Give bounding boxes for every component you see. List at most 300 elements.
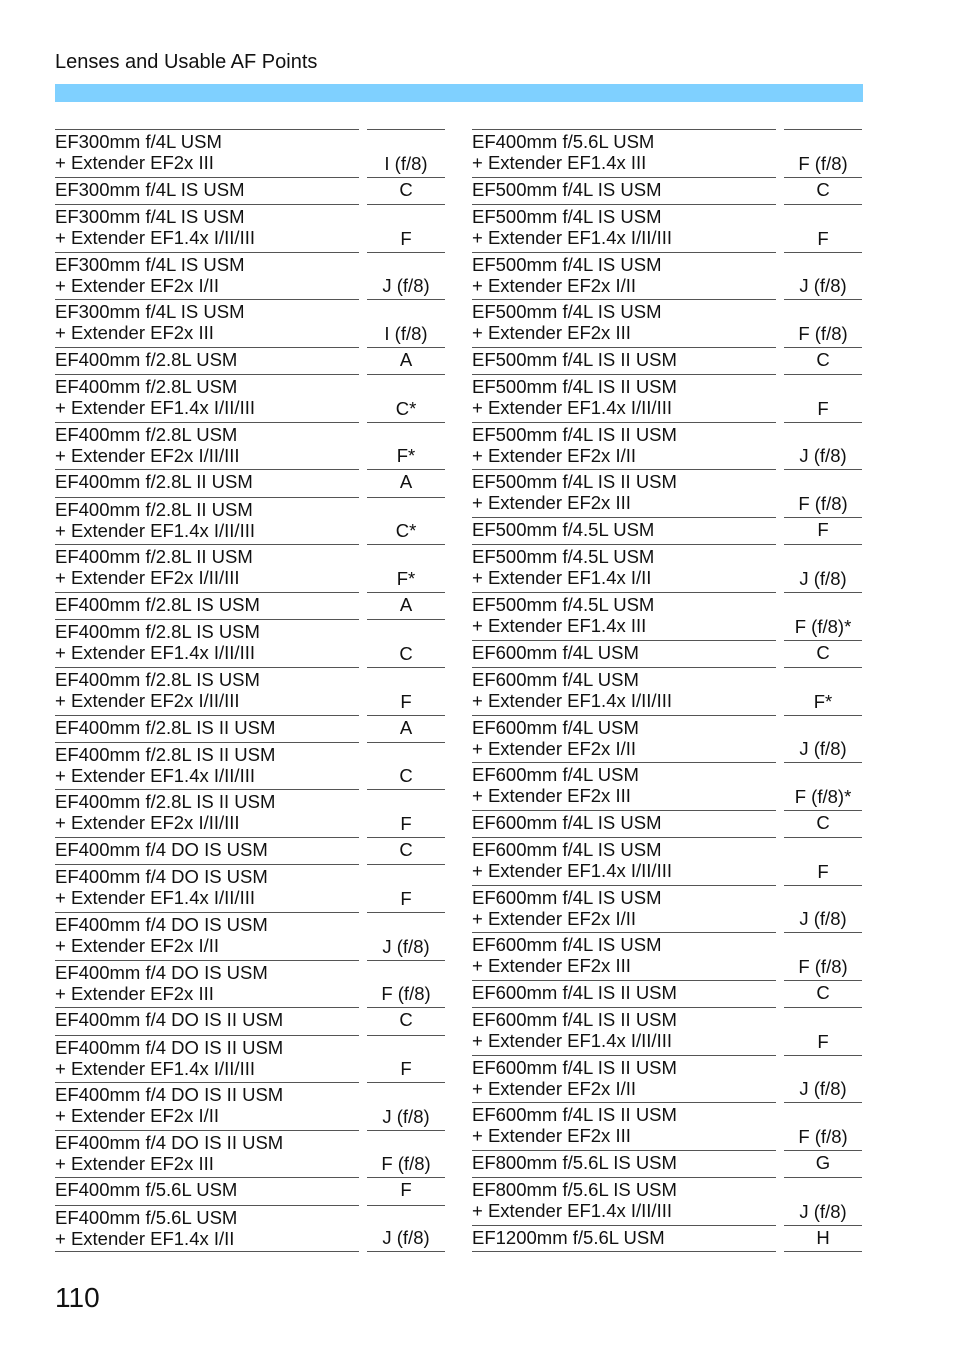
af-points-value [784, 640, 862, 667]
lens-name [55, 864, 359, 912]
lens-name [472, 715, 776, 763]
lens-name [472, 1225, 776, 1252]
lens-name [472, 592, 776, 640]
lens-name [55, 837, 359, 864]
table-row [472, 252, 862, 300]
lens-model: EF400mm f/4 DO IS USM [55, 914, 268, 936]
lens-model: EF400mm f/2.8L II USM [55, 471, 253, 493]
page-number: 110 [55, 1282, 100, 1313]
af-points-label: C [399, 765, 413, 787]
lens-model: EF500mm f/4L IS USM [472, 253, 662, 275]
lens-model: EF500mm f/4.5L USM [472, 518, 655, 540]
af-points-label: F (f/8) [798, 955, 848, 977]
lens-model: EF300mm f/4L IS USM [55, 205, 245, 227]
lens-name [472, 517, 776, 544]
af-points-label: J (f/8) [382, 275, 430, 297]
lens-extender: + Extender EF2x I/II/III [55, 812, 240, 834]
lens-extender: + Extender EF1.4x III [472, 152, 647, 173]
lens-extender: + Extender EF2x III [55, 982, 214, 1004]
lens-model: EF400mm f/5.6L USM [472, 131, 655, 152]
lens-model: EF300mm f/4L IS USM [55, 253, 245, 275]
lens-name [472, 469, 776, 517]
lens-table-right [472, 129, 862, 1252]
lens-extender: + Extender EF2x I/II/III [55, 689, 240, 711]
lens-name [55, 347, 359, 374]
lens-extender: + Extender EF1.4x I/II/III [472, 226, 672, 248]
lens-extender: + Extender EF2x I/II/III [55, 444, 240, 466]
lens-model: EF500mm f/4L IS II USM [472, 376, 677, 398]
af-points-value [784, 374, 862, 422]
af-points-value [784, 517, 862, 544]
lens-model: EF600mm f/4L IS II USM [472, 1104, 677, 1126]
lens-model: EF400mm f/4 DO IS USM [55, 839, 268, 861]
af-points-value [367, 374, 445, 422]
lens-extender: + Extender EF2x III [55, 152, 214, 173]
lens-name [55, 469, 359, 496]
af-points-value [367, 864, 445, 912]
af-points-value [784, 299, 862, 347]
af-points-label: F [400, 1058, 412, 1080]
af-points-label: F [400, 690, 412, 712]
table-row [55, 715, 445, 742]
lens-extender: + Extender EF1.4x I/II/III [55, 519, 255, 541]
lens-extender: + Extender EF1.4x I/II/III [55, 887, 255, 909]
table-row [472, 177, 862, 204]
lens-name [55, 1082, 359, 1130]
lens-model: EF600mm f/4L USM [472, 764, 639, 786]
af-points-label: F [817, 227, 829, 249]
af-points-value [784, 1055, 862, 1103]
af-points-label: F [400, 227, 412, 249]
table-row [55, 1205, 445, 1253]
lens-name [472, 640, 776, 667]
af-points-value [367, 252, 445, 300]
af-points-value [784, 204, 862, 252]
af-points-value [367, 1177, 445, 1204]
lens-model: EF400mm f/2.8L USM [55, 423, 238, 445]
af-points-value [784, 1225, 862, 1252]
af-points-label: J (f/8) [799, 908, 847, 930]
af-points-label: J (f/8) [799, 567, 847, 589]
lens-name [472, 347, 776, 374]
af-points-value [367, 299, 445, 347]
lens-name [472, 374, 776, 422]
table-row [55, 667, 445, 715]
table-row [55, 960, 445, 1008]
lens-model: EF400mm f/4 DO IS USM [55, 866, 268, 888]
af-points-value [784, 177, 862, 204]
table-row [55, 204, 445, 252]
lens-extender: + Extender EF2x III [55, 322, 214, 344]
lens-extender: + Extender EF2x I/II [472, 274, 637, 296]
lens-name [55, 619, 359, 667]
lens-model: EF400mm f/4 DO IS II USM [55, 1036, 284, 1058]
lens-model: EF800mm f/5.6L IS USM [472, 1179, 677, 1201]
lens-name [55, 177, 359, 204]
table-row [472, 762, 862, 810]
lens-name [472, 252, 776, 300]
lens-model: EF500mm f/4L IS II USM [472, 423, 677, 445]
af-points-value [784, 592, 862, 640]
af-points-value [367, 1007, 445, 1034]
lens-model: EF600mm f/4L IS II USM [472, 981, 677, 1003]
af-points-label: I (f/8) [384, 322, 428, 344]
lens-name [55, 1205, 359, 1253]
lens-model: EF400mm f/2.8L IS USM [55, 621, 260, 643]
lens-model: EF400mm f/2.8L IS USM [55, 668, 260, 690]
af-points-value [367, 1130, 445, 1178]
lens-model: EF800mm f/5.6L IS USM [472, 1152, 677, 1174]
table-row [472, 422, 862, 470]
lens-model: EF600mm f/4L IS II USM [472, 1056, 677, 1078]
lens-model: EF600mm f/4L USM [472, 641, 639, 663]
af-points-label: F (f/8) [798, 492, 848, 514]
lens-model: EF400mm f/5.6L USM [55, 1179, 238, 1201]
lens-extender: + Extender EF2x III [472, 785, 631, 807]
lens-name [55, 422, 359, 470]
lens-model: EF500mm f/4L IS USM [472, 178, 662, 200]
table-row [472, 885, 862, 933]
lens-extender: + Extender EF2x I/II [55, 274, 220, 296]
table-row [472, 667, 862, 715]
af-points-label: F* [396, 567, 416, 589]
af-points-value [367, 960, 445, 1008]
lens-name [55, 667, 359, 715]
table-row [55, 912, 445, 960]
lens-model: EF400mm f/2.8L II USM [55, 546, 253, 568]
lens-name [472, 1102, 776, 1150]
lens-model: EF500mm f/4.5L USM [472, 546, 655, 568]
lens-name [55, 299, 359, 347]
af-points-label: F (f/8)* [794, 785, 852, 807]
af-points-value [784, 347, 862, 374]
af-points-label: J (f/8) [799, 275, 847, 297]
table-row [472, 517, 862, 544]
lens-model: EF400mm f/4 DO IS II USM [55, 1084, 284, 1106]
af-points-label: C* [395, 397, 417, 419]
lens-model: EF400mm f/2.8L II USM [55, 498, 253, 520]
af-points-value [784, 810, 862, 837]
table-row [472, 204, 862, 252]
af-points-value [367, 1082, 445, 1130]
lens-name [472, 980, 776, 1007]
lens-extender: + Extender EF2x III [472, 492, 631, 514]
af-points-value [367, 1035, 445, 1083]
table-row [55, 592, 445, 619]
af-points-value [784, 1102, 862, 1150]
af-points-value [784, 932, 862, 980]
af-points-value [367, 1205, 445, 1253]
af-points-label: C [399, 839, 413, 861]
lens-model: EF500mm f/4L IS II USM [472, 348, 677, 370]
table-row [472, 1055, 862, 1103]
table-row [472, 1150, 862, 1177]
af-points-label: F [400, 813, 412, 835]
af-points-value [367, 912, 445, 960]
table-row [472, 640, 862, 667]
af-points-label: F [400, 1179, 412, 1201]
lens-name [472, 204, 776, 252]
af-points-value [367, 619, 445, 667]
lens-model: EF600mm f/4L IS USM [472, 811, 662, 833]
lens-name [55, 129, 359, 177]
lens-model: EF400mm f/2.8L IS II USM [55, 791, 276, 813]
af-points-value [367, 715, 445, 742]
af-points-value [367, 177, 445, 204]
af-points-value [367, 204, 445, 252]
lens-name [472, 667, 776, 715]
af-points-value [784, 980, 862, 1007]
lens-name [55, 1007, 359, 1034]
af-points-value [784, 129, 862, 177]
af-points-label: C [816, 981, 830, 1003]
lens-model: EF400mm f/5.6L USM [55, 1206, 238, 1228]
lens-model: EF400mm f/4 DO IS II USM [55, 1131, 284, 1153]
af-points-label: F* [396, 445, 416, 467]
lens-name [472, 544, 776, 592]
table-row [55, 252, 445, 300]
lens-name [55, 544, 359, 592]
lens-model: EF400mm f/2.8L IS USM [55, 593, 260, 615]
lens-name [472, 885, 776, 933]
af-points-label: C* [395, 520, 417, 542]
af-points-value [367, 347, 445, 374]
lens-extender: + Extender EF1.4x I/II/III [472, 860, 672, 882]
af-points-label: C [816, 348, 830, 370]
lens-extender: + Extender EF2x I/II [472, 907, 637, 929]
lens-name [472, 422, 776, 470]
af-points-value [784, 837, 862, 885]
af-points-value [784, 715, 862, 763]
af-points-label: A [399, 471, 413, 493]
af-points-label: J (f/8) [382, 1227, 430, 1249]
lens-extender: + Extender EF2x I/II/III [55, 567, 240, 589]
section-title: Lenses and Usable AF Points [55, 51, 318, 73]
lens-name [472, 129, 776, 177]
table-row [55, 1035, 445, 1083]
af-points-label: J (f/8) [799, 445, 847, 467]
table-row [472, 299, 862, 347]
lens-name [55, 742, 359, 790]
af-points-value [784, 1177, 862, 1225]
lens-extender: + Extender EF1.4x III [472, 614, 647, 636]
af-points-label: I (f/8) [384, 152, 428, 174]
table-row [55, 864, 445, 912]
af-points-label: J (f/8) [382, 935, 430, 957]
lens-extender: + Extender EF1.4x I/II [472, 567, 652, 589]
af-points-value [784, 1150, 862, 1177]
af-points-value [367, 497, 445, 545]
table-row [472, 715, 862, 763]
table-row [55, 422, 445, 470]
lens-name [472, 1150, 776, 1177]
lens-extender: + Extender EF1.4x I/II/III [472, 1030, 672, 1052]
lens-model: EF600mm f/4L IS USM [472, 934, 662, 956]
table-row [472, 980, 862, 1007]
af-points-value [367, 592, 445, 619]
table-row [55, 497, 445, 545]
lens-extender: + Extender EF2x I/II [472, 444, 637, 466]
af-points-label: C [816, 178, 830, 200]
table-row [55, 1082, 445, 1130]
lens-name [472, 810, 776, 837]
table-row [55, 469, 445, 496]
af-points-value [367, 422, 445, 470]
lens-extender: + Extender EF1.4x I/II/III [55, 226, 255, 248]
af-points-label: F (f/8)* [794, 615, 852, 637]
lens-model: EF500mm f/4L IS USM [472, 301, 662, 323]
table-row [55, 129, 445, 177]
lens-model: EF600mm f/4L USM [472, 668, 639, 690]
af-points-label: A [399, 716, 413, 738]
lens-extender: + Extender EF1.4x I/II/III [55, 764, 255, 786]
table-row [472, 1177, 862, 1225]
lens-extender: + Extender EF1.4x I/II/III [55, 1057, 255, 1079]
lens-name [55, 1177, 359, 1204]
af-points-label: J (f/8) [799, 738, 847, 760]
lens-extender: + Extender EF2x I/II [55, 935, 220, 957]
lens-extender: + Extender EF2x III [472, 322, 631, 344]
lens-extender: + Extender EF1.4x I/II/III [472, 397, 672, 419]
lens-model: EF500mm f/4.5L USM [472, 593, 655, 615]
lens-model: EF400mm f/4 DO IS II USM [55, 1009, 284, 1031]
lens-extender: + Extender EF2x III [472, 1125, 631, 1147]
af-points-value [784, 422, 862, 470]
af-points-label: F [817, 1030, 829, 1052]
title-bar [55, 84, 863, 102]
table-row [472, 374, 862, 422]
af-points-label: F [400, 888, 412, 910]
lens-extender: + Extender EF1.4x I/II [55, 1227, 235, 1249]
af-points-label: F (f/8) [798, 1126, 848, 1148]
af-points-label: J (f/8) [799, 1078, 847, 1100]
lens-name [55, 1035, 359, 1083]
af-points-label: C [399, 1009, 413, 1031]
lens-extender: + Extender EF1.4x I/II/III [472, 1200, 672, 1222]
lens-model: EF400mm f/4 DO IS USM [55, 961, 268, 983]
lens-name [55, 715, 359, 742]
af-points-value [784, 885, 862, 933]
af-points-label: A [399, 348, 413, 370]
lens-name [472, 299, 776, 347]
lens-extender: + Extender EF2x III [55, 1152, 214, 1174]
af-points-label: F [817, 518, 829, 540]
table-row [472, 1225, 862, 1252]
af-points-label: C [399, 642, 413, 664]
lens-name [55, 912, 359, 960]
lens-name [55, 960, 359, 1008]
table-row [55, 789, 445, 837]
af-points-value [367, 742, 445, 790]
af-points-label: G [815, 1152, 831, 1174]
table-row [472, 932, 862, 980]
table-row [472, 544, 862, 592]
table-row [55, 544, 445, 592]
af-points-label: F [817, 397, 829, 419]
af-points-value [367, 129, 445, 177]
af-points-label: C [399, 178, 413, 200]
table-row [472, 129, 862, 177]
af-points-label: C [816, 641, 830, 663]
lens-table-left [55, 129, 445, 1252]
table-row [472, 592, 862, 640]
lens-extender: + Extender EF1.4x I/II/III [55, 642, 255, 664]
lens-extender: + Extender EF1.4x I/II/III [55, 397, 255, 419]
af-points-value [784, 1007, 862, 1055]
af-points-value [784, 667, 862, 715]
table-row [472, 347, 862, 374]
af-points-label: C [816, 811, 830, 833]
lens-model: EF1200mm f/5.6L USM [472, 1227, 665, 1249]
table-row [472, 810, 862, 837]
af-points-label: J (f/8) [382, 1105, 430, 1127]
table-row [55, 1130, 445, 1178]
lens-model: EF300mm f/4L IS USM [55, 178, 245, 200]
af-points-value [367, 544, 445, 592]
af-points-value [367, 837, 445, 864]
table-row [472, 1102, 862, 1150]
lens-model: EF400mm f/2.8L USM [55, 376, 238, 398]
table-row [55, 1007, 445, 1034]
af-points-label: F* [813, 690, 833, 712]
lens-model: EF500mm f/4L IS USM [472, 205, 662, 227]
lens-model: EF300mm f/4L USM [55, 131, 222, 152]
table-row [55, 742, 445, 790]
table-row [55, 347, 445, 374]
lens-extender: + Extender EF2x III [472, 955, 631, 977]
lens-name [55, 789, 359, 837]
lens-name [55, 1130, 359, 1178]
af-points-value [784, 762, 862, 810]
lens-name [472, 837, 776, 885]
table-row [55, 374, 445, 422]
lens-extender: + Extender EF2x I/II [472, 737, 637, 759]
lens-name [55, 204, 359, 252]
af-points-label: F (f/8) [381, 983, 431, 1005]
lens-model: EF400mm f/2.8L USM [55, 348, 238, 370]
af-points-value [784, 544, 862, 592]
af-points-label: F (f/8) [798, 152, 848, 174]
lens-model: EF600mm f/4L IS USM [472, 886, 662, 908]
table-row [55, 177, 445, 204]
af-points-value [784, 252, 862, 300]
af-points-label: H [816, 1227, 830, 1249]
lens-extender: + Extender EF1.4x I/II/III [472, 689, 672, 711]
af-points-label: J (f/8) [799, 1201, 847, 1223]
af-points-label: F (f/8) [381, 1153, 431, 1175]
lens-name [472, 1177, 776, 1225]
af-points-value [367, 789, 445, 837]
lens-model: EF600mm f/4L USM [472, 716, 639, 738]
table-row [55, 299, 445, 347]
af-points-label: A [399, 593, 413, 615]
table-row [55, 837, 445, 864]
lens-extender: + Extender EF2x I/II [472, 1077, 637, 1099]
af-points-label: F (f/8) [798, 322, 848, 344]
table-row [55, 619, 445, 667]
lens-name [55, 592, 359, 619]
lens-model: EF400mm f/2.8L IS II USM [55, 716, 276, 738]
lens-model: EF600mm f/4L IS II USM [472, 1009, 677, 1031]
af-points-value [784, 469, 862, 517]
lens-name [55, 497, 359, 545]
lens-model: EF300mm f/4L IS USM [55, 301, 245, 323]
lens-name [472, 1007, 776, 1055]
table-row [472, 837, 862, 885]
lens-name [472, 932, 776, 980]
table-row [472, 1007, 862, 1055]
lens-model: EF500mm f/4L IS II USM [472, 471, 677, 493]
